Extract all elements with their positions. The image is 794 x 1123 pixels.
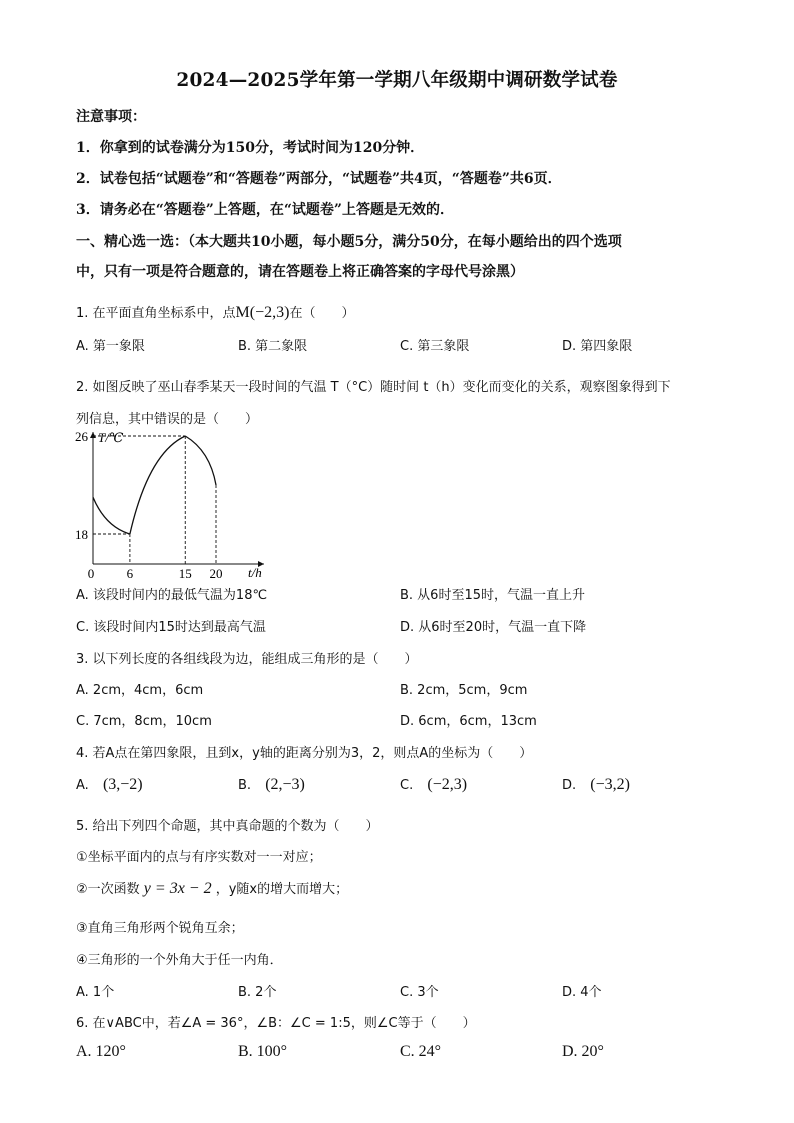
temperature-curve-segment-3 — [185, 436, 216, 485]
question-6-option-b: B. 100° — [238, 1043, 288, 1060]
temperature-curve-segment-1 — [93, 497, 130, 534]
question-4-label-b: B. — [238, 778, 252, 793]
question-4-label-c: C. — [400, 778, 414, 793]
x-tick-label-20: 20 — [209, 566, 223, 581]
question-5-s2-formula: y = 3x − 2 — [143, 880, 212, 897]
x-tick-label-15: 15 — [178, 566, 192, 581]
question-1-option-b: B. 第二象限 — [238, 339, 308, 354]
question-6-option-c: C. 24° — [400, 1043, 442, 1060]
x-tick-label-0: 0 — [87, 566, 95, 581]
page-title: 2024—2025学年第一学期八年级期中调研数学试卷 — [176, 70, 618, 91]
question-5-statement-2 — [76, 878, 348, 898]
question-2-option-b: B. 从6时至15时，气温一直上升 — [400, 588, 585, 603]
x-tick-label-6: 6 — [126, 566, 134, 581]
question-2-option-c: C. 该段时间内15时达到最高气温 — [76, 620, 266, 635]
question-6-stem: 6. 在∨ABC中，若∠A = 36°，∠B：∠C = 1:5，则∠C等于（ ） — [76, 1016, 476, 1031]
y-axis-label: T/℃ — [98, 430, 124, 445]
notice-item-3: 3．请务必在“答题卷”上答题，在“试题卷”上答题是无效的． — [76, 202, 454, 218]
x-axis-label: t/h — [248, 565, 262, 580]
question-1-bracket: 在（ ） — [289, 306, 355, 321]
question-5-statement-3: ③直角三角形两个锐角互余； — [76, 921, 244, 936]
question-1-option-c: C. 第三象限 — [400, 339, 470, 354]
notice-item-1: 1．你拿到的试卷满分为150分，考试时间为120分钟． — [76, 140, 425, 156]
question-5-option-a: A. 1个 — [76, 985, 115, 1000]
notice-item-2: 2．试卷包括“试题卷”和“答题卷”两部分，“试题卷”共4页，“答题卷”共6页． — [76, 171, 562, 187]
question-4-option-c — [400, 776, 467, 794]
section-heading-line1: 一、精心选一选：（本大题共10小题，每小题5分，满分50分，在每小题给出的四个选项 — [76, 234, 622, 250]
question-5-statement-1: ①坐标平面内的点与有序实数对一一对应； — [76, 850, 322, 865]
question-5-s2-post: ，y随x的增大而增大； — [215, 882, 349, 897]
question-3-option-c: C. 7cm，8cm，10cm — [76, 714, 212, 729]
question-2-option-a: A. 该段时间内的最低气温为18℃ — [76, 588, 268, 603]
question-1-stem — [76, 302, 354, 322]
notice-heading: 注意事项： — [76, 109, 146, 125]
question-3-option-b: B. 2cm，5cm，9cm — [400, 683, 528, 698]
question-3-option-a: A. 2cm，4cm，6cm — [76, 683, 204, 698]
question-1-text: 1. 在平面直角坐标系中，点 — [76, 306, 236, 321]
question-5-stem: 5. 给出下列四个命题，其中真命题的个数为（ ） — [76, 819, 379, 834]
question-4-value-b: (2,−3) — [265, 776, 305, 793]
question-1-option-a: A. 第一象限 — [76, 339, 145, 354]
question-4-stem: 4. 若A点在第四象限，且到x，y轴的距离分别为3，2，则点A的坐标为（ ） — [76, 746, 533, 761]
question-4-option-d — [562, 776, 630, 794]
question-4-option-b — [238, 776, 305, 794]
question-4-label-a: A. — [76, 778, 89, 793]
question-1-point: M(−2,3) — [235, 304, 290, 321]
temperature-graph — [66, 426, 276, 582]
question-5-option-c: C. 3个 — [400, 985, 439, 1000]
question-5-s2-pre: ②一次函数 — [76, 882, 140, 897]
question-3-option-d: D. 6cm，6cm，13cm — [400, 714, 537, 729]
y-tick-label-18: 18 — [75, 527, 88, 542]
question-3-stem: 3. 以下列长度的各组线段为边，能组成三角形的是（ ） — [76, 652, 418, 667]
question-4-label-d: D. — [562, 778, 577, 793]
question-4-option-a — [76, 776, 143, 794]
question-6-option-d: D. 20° — [562, 1043, 604, 1060]
question-2-stem-line2: 列信息，其中错误的是（ ） — [76, 412, 259, 427]
y-tick-label-26: 26 — [75, 429, 88, 444]
question-4-value-c: (−2,3) — [427, 776, 468, 793]
question-2-option-d: D. 从6时至20时，气温一直下降 — [400, 620, 587, 635]
question-5-option-d: D. 4个 — [562, 985, 602, 1000]
question-4-value-a: (3,−2) — [102, 776, 143, 793]
question-5-option-b: B. 2个 — [238, 985, 277, 1000]
question-6-option-a: A. 120° — [76, 1043, 126, 1060]
question-4-value-d: (−3,2) — [590, 776, 630, 793]
temperature-curve-segment-2 — [130, 436, 185, 534]
section-heading-line2: 中，只有一项是符合题意的，请在答题卷上将正确答案的字母代号涂黑） — [76, 264, 524, 280]
question-5-statement-4: ④三角形的一个外角大于任一内角． — [76, 953, 283, 968]
question-2-stem-line1: 2. 如图反映了巫山春季某天一段时间的气温 T（°C）随时间 t（h）变化而变化的关系，观察图象得到下 — [76, 380, 671, 395]
question-1-option-d: D. 第四象限 — [562, 339, 633, 354]
